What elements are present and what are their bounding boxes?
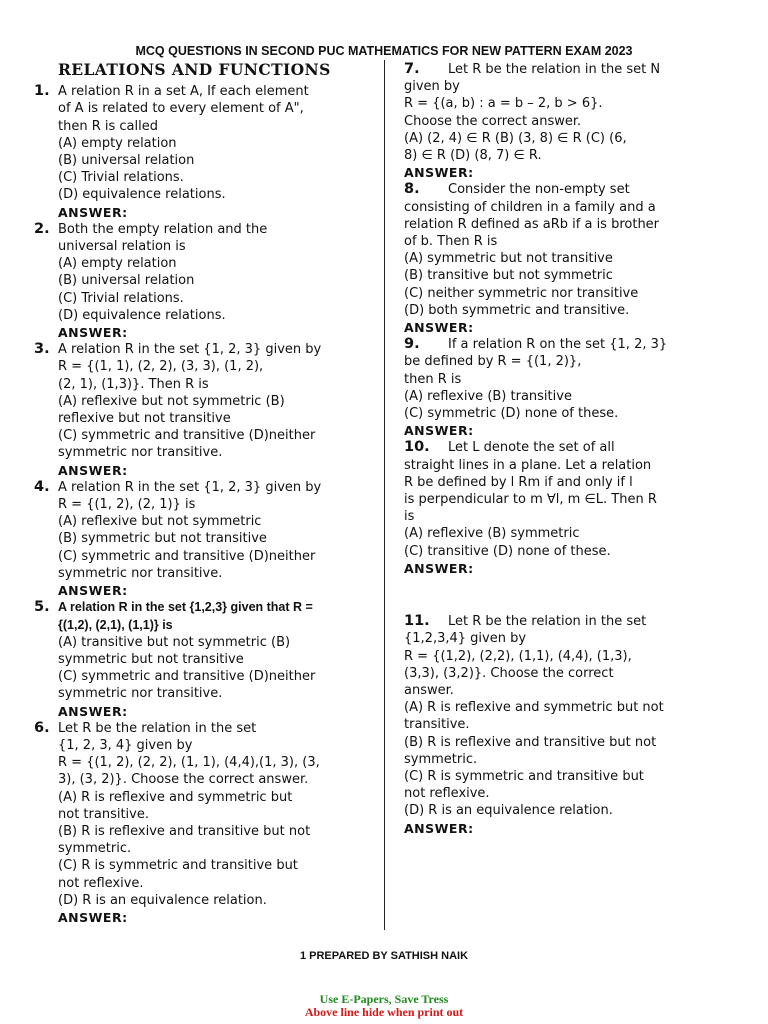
right-column	[404, 61, 724, 837]
answer-option: (C) R is symmetric and transitive but	[404, 768, 644, 784]
answer-label: ANSWER:	[404, 820, 474, 836]
question-number: 3.	[34, 341, 50, 358]
question-text: consisting of children in a family and a	[404, 199, 656, 215]
answer-option: symmetric.	[404, 751, 478, 767]
question-number: 8.	[404, 181, 420, 198]
question-text: straight lines in a plane. Let a relation	[404, 457, 652, 473]
answer-option: (A) (2, 4) ∈ R (B) (3, 8) ∈ R (C) (6,	[404, 130, 627, 146]
answer-option: (B) R is reflexive and transitive but not	[58, 823, 311, 839]
question-first-line	[404, 61, 724, 78]
question-text: R = {(a, b) : a = b – 2, b > 6}.	[404, 96, 603, 112]
question-text: Consider the non-empty set	[448, 182, 630, 198]
question-first-line	[34, 341, 364, 358]
question-text: then R is called	[58, 118, 158, 134]
answer-option: not reflexive.	[58, 875, 144, 891]
question-first-line	[404, 613, 724, 630]
section-title: RELATIONS AND FUNCTIONS	[58, 60, 331, 79]
answer-option: (D) both symmetric and transitive.	[404, 302, 630, 318]
question-text: answer.	[404, 682, 454, 698]
question	[34, 479, 364, 599]
question-text: relation R defined as aRb if a is brother	[404, 216, 660, 232]
answer-option: (D) R is an equivalence relation.	[404, 803, 613, 819]
answer-option: symmetric but not transitive	[58, 651, 244, 667]
answer-option: transitive.	[404, 717, 470, 733]
question-text: of b. Then R is	[404, 234, 498, 250]
answer-option: (C) symmetric and transitive (D)neither	[58, 669, 316, 685]
left-column	[34, 61, 364, 926]
answer-label: ANSWER:	[404, 423, 474, 439]
answer-option: 8) ∈ R (D) (8, 7) ∈ R.	[404, 148, 542, 164]
question-text: A relation R in a set A, If each element	[58, 84, 309, 100]
question	[34, 83, 364, 221]
answer-option: (C) symmetric and transitive (D)neither	[58, 548, 316, 564]
answer-label: ANSWER:	[58, 703, 128, 719]
question-first-line	[34, 720, 364, 737]
answer-label: ANSWER:	[404, 560, 474, 576]
question-first-line	[34, 479, 364, 496]
answer-option: (A) empty relation	[58, 256, 177, 272]
question-text: A relation R in the set {1,2,3} given that R =	[58, 600, 313, 615]
question	[404, 439, 724, 577]
answer-label: ANSWER:	[58, 204, 128, 220]
question-text: of A is related to every element of A",	[58, 101, 304, 117]
question-number: 1.	[34, 83, 50, 100]
answer-option: (B) universal relation	[58, 153, 195, 169]
question	[34, 341, 364, 479]
answer-option: (A) reflexive (B) transitive	[404, 388, 572, 404]
question-text: be defined by R = {(1, 2)},	[404, 354, 582, 370]
question-first-line	[34, 83, 364, 100]
answer-option: (C) R is symmetric and transitive but	[58, 858, 298, 874]
question-text: Let R be the relation in the set N	[448, 62, 661, 77]
answer-option: (C) neither symmetric nor transitive	[404, 285, 639, 301]
answer-option: (C) symmetric (D) none of these.	[404, 406, 619, 422]
question-text: A relation R in the set {1, 2, 3} given by	[58, 479, 322, 495]
answer-option: symmetric nor transitive.	[58, 686, 223, 702]
question-text: Choose the correct answer.	[404, 113, 582, 129]
question-text: Let R be the relation in the set	[448, 614, 647, 630]
answer-option: (A) reflexive but not symmetric (B)	[58, 393, 285, 409]
answer-option: (D) R is an equivalence relation.	[58, 892, 267, 908]
question-first-line	[404, 181, 724, 198]
question-number: 7.	[404, 61, 420, 77]
epaper-note: Use E-Papers, Save Tress	[319, 992, 449, 1006]
answer-option: (B) symmetric but not transitive	[58, 531, 267, 547]
question-number: 10.	[404, 439, 430, 456]
question-number: 2.	[34, 220, 50, 237]
question-text: Both the empty relation and the	[58, 221, 268, 237]
answer-option: (A) symmetric but not transitive	[404, 251, 613, 267]
answer-option: (A) R is reflexive and symmetric but not	[404, 700, 664, 716]
question-text: R = {(1, 2), (2, 2), (1, 1), (4,4),(1, 3), (3,	[58, 755, 320, 771]
question-text: A relation R in the set {1, 2, 3} given by	[58, 342, 322, 358]
answer-label: ANSWER:	[58, 583, 128, 599]
answer-option: symmetric.	[58, 841, 132, 857]
question-text: universal relation is	[58, 239, 186, 255]
answer-label: ANSWER:	[58, 462, 128, 478]
question-text: {(1,2), (2,1), (1,1)} is	[58, 617, 173, 632]
question	[404, 181, 724, 336]
question-text: 3), (3, 2)}. Choose the correct answer.	[58, 772, 309, 788]
answer-option: (A) empty relation	[58, 135, 177, 151]
answer-option: not reflexive.	[404, 786, 490, 802]
answer-option: symmetric nor transitive.	[58, 565, 223, 581]
answer-option: (A) transitive but not symmetric (B)	[58, 634, 291, 650]
answer-option: (A) reflexive but not symmetric	[58, 514, 262, 530]
answer-option: (B) R is reflexive and transitive but not	[404, 734, 657, 750]
question-number: 9.	[404, 336, 420, 353]
answer-option: (A) R is reflexive and symmetric but	[58, 789, 293, 805]
answer-option: symmetric nor transitive.	[58, 445, 223, 461]
column-divider	[384, 60, 385, 930]
answer-option: reflexive but not transitive	[58, 411, 231, 427]
question-text: is	[404, 509, 415, 525]
question-text: Let L denote the set of all	[448, 440, 615, 456]
question	[34, 221, 364, 341]
question-text: Let R be the relation in the set	[58, 720, 257, 736]
question-first-line	[404, 439, 724, 456]
question	[404, 336, 724, 439]
answer-label: ANSWER:	[58, 909, 128, 925]
question	[34, 720, 364, 926]
question-number: 6.	[34, 719, 50, 736]
print-note: Above line hide when print out	[304, 1005, 464, 1019]
question-text: (2, 1), (1,3)}. Then R is	[58, 376, 209, 392]
question-text: R = {(1, 2), (2, 1)} is	[58, 497, 196, 513]
question-first-line	[34, 599, 364, 616]
answer-option: (C) symmetric and transitive (D)neither	[58, 428, 316, 444]
question-text: (3,3), (3,2)}. Choose the correct	[404, 665, 614, 681]
answer-option: (C) Trivial relations.	[58, 170, 184, 186]
answer-label: ANSWER:	[404, 320, 474, 336]
question-text: is perpendicular to m ∀l, m ∈L. Then R	[404, 492, 657, 508]
answer-label: ANSWER:	[58, 325, 128, 341]
question	[34, 599, 364, 719]
answer-option: (D) equivalence relations.	[58, 307, 226, 323]
page-header: MCQ QUESTIONS IN SECOND PUC MATHEMATICS FOR NEW PATTERN EXAM 2023	[135, 44, 633, 58]
answer-option: (B) transitive but not symmetric	[404, 268, 613, 284]
question	[404, 613, 724, 837]
question-text: {1,2,3,4} given by	[404, 631, 527, 647]
question-text: {1, 2, 3, 4} given by	[58, 737, 193, 753]
question-first-line	[404, 336, 724, 353]
question-text: given by	[404, 79, 460, 95]
question-text: R = {(1, 1), (2, 2), (3, 3), (1, 2),	[58, 359, 264, 375]
answer-option: not transitive.	[58, 806, 149, 822]
question-number: 5.	[34, 599, 50, 616]
question-text: R = {(1,2), (2,2), (1,1), (4,4), (1,3),	[404, 648, 632, 664]
question-number: 11.	[404, 613, 430, 630]
question-first-line	[34, 221, 364, 238]
question	[404, 61, 724, 181]
question-number: 4.	[34, 478, 50, 495]
question-text: then R is	[404, 371, 462, 387]
answer-option: (D) equivalence relations.	[58, 187, 226, 203]
answer-option: (A) reflexive (B) symmetric	[404, 526, 580, 542]
question-text: R be defined by l Rm if and only if l	[404, 474, 633, 490]
answer-option: (B) universal relation	[58, 273, 195, 289]
answer-label: ANSWER:	[404, 165, 474, 181]
answer-option: (C) transitive (D) none of these.	[404, 543, 611, 559]
page-footer: 1 PREPARED BY SATHISH NAIK	[299, 950, 469, 962]
answer-option: (C) Trivial relations.	[58, 290, 184, 306]
question-text: If a relation R on the set {1, 2, 3}	[448, 337, 668, 353]
